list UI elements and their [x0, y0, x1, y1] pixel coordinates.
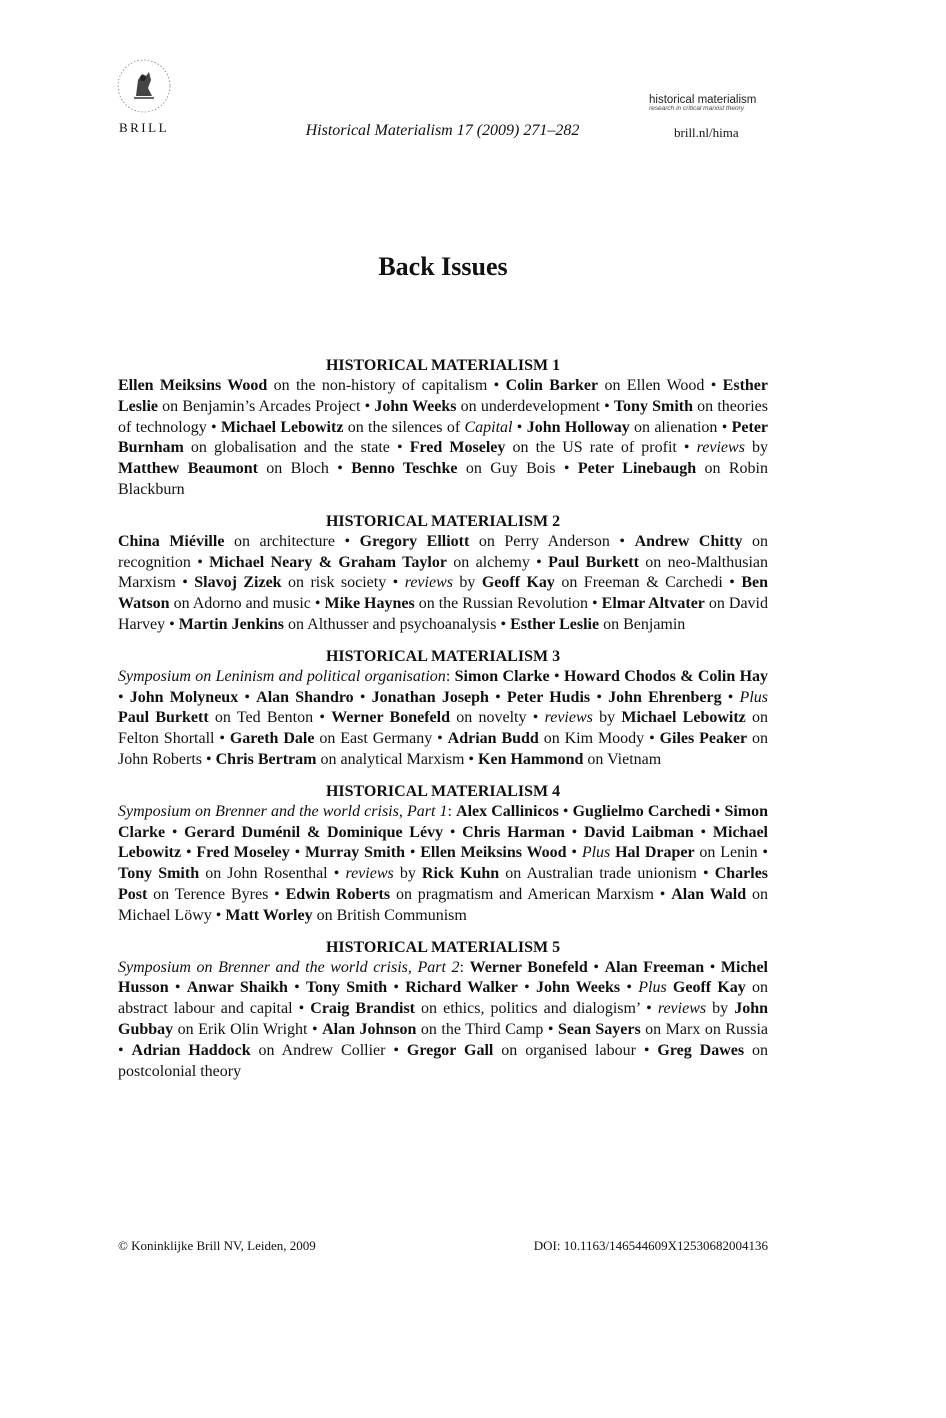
body-text: on the Third Camp • [416, 1020, 558, 1038]
body-text: by [393, 865, 422, 883]
issue-section [118, 938, 768, 1083]
body-text: on Guy Bois • [457, 460, 578, 478]
issue-heading: HISTORICAL MATERIALISM 2 [325, 512, 561, 530]
doi: DOI: 10.1163/146544609X12530682004136 [533, 1238, 768, 1253]
body-text: on underdevelopment • [456, 397, 614, 415]
body-text: • [710, 802, 725, 820]
body-text: on Benjamin’s Arcades Project • [158, 397, 375, 415]
author-name: Anwar Shaikh [186, 979, 288, 997]
author-name: Gregor Gall [406, 1041, 494, 1059]
author-name: Adrian Budd [447, 730, 539, 748]
author-name: Alan Freeman [604, 958, 705, 976]
body-text: on architecture • [224, 532, 360, 550]
author-name: Alex Callinicos [456, 802, 559, 820]
body-text: • [587, 958, 605, 976]
author-name: Werner Bonefeld [331, 709, 451, 727]
body-text: on Terence Byres • [147, 885, 286, 903]
journal-citation: Historical Materialism 17 (2009) 271–282 [305, 122, 580, 139]
italic-text: Symposium on Leninism and political organisation [118, 667, 446, 685]
body-text: : [459, 958, 470, 976]
copyright: © Koninklijke Brill NV, Leiden, 2009 [118, 1238, 316, 1253]
body-text: on Marx on Russia • [118, 1020, 768, 1059]
author-name: Craig Brandist [310, 1000, 415, 1018]
body-text: on East Germany • [314, 730, 448, 748]
body-text: • [693, 823, 713, 841]
publisher-name: BRILL [118, 120, 170, 135]
italic-text: reviews [696, 439, 745, 457]
body-text: • [558, 802, 573, 820]
author-name: Tony Smith [613, 397, 694, 415]
body-text: • [564, 823, 584, 841]
body-text: on Ted Benton • [208, 709, 332, 727]
issue-heading: HISTORICAL MATERIALISM 3 [325, 647, 561, 665]
author-name: Colin Barker [505, 377, 599, 394]
body-text: • [549, 667, 564, 685]
author-name: Guglielmo Carchedi [572, 802, 711, 820]
author-name: Martin Jenkins [178, 615, 285, 633]
author-name: Giles Peaker [659, 730, 748, 748]
body-text: on Vietnam [583, 750, 662, 768]
body-text: on Michael Löwy • [118, 885, 768, 924]
body-text: on organised labour • [493, 1041, 658, 1059]
author-name: Esther Leslie [118, 377, 768, 415]
author-name: Gregory Elliott [359, 532, 470, 550]
issue-section [118, 512, 768, 636]
page-title: Back Issues [378, 252, 508, 281]
body-text: : [445, 667, 455, 685]
author-name: Matthew Beaumont [118, 460, 258, 478]
body-text: on Robin Blackburn [118, 460, 768, 498]
author-name: Tony Smith [305, 979, 388, 997]
journal-url[interactable]: brill.nl/hima [674, 125, 739, 140]
body-text: • [704, 958, 721, 976]
issues-list [118, 356, 768, 1093]
body-text: on Althusser and psychoanalysis • [284, 615, 511, 633]
body-text: • [566, 844, 582, 862]
issue-heading: HISTORICAL MATERIALISM 4 [325, 782, 561, 800]
body-text: on Bloch • [257, 460, 352, 478]
body-text: • [165, 823, 185, 841]
body-text: on pragmatism and American Marxism • [390, 885, 672, 903]
body-text: by [592, 709, 622, 727]
italic-text: Plus [638, 979, 667, 997]
body-text: on globalisation and the state • [183, 439, 410, 457]
italic-text: reviews [345, 865, 394, 883]
author-name: Matt Worley [225, 906, 313, 924]
author-name: Paul Burkett [118, 709, 209, 727]
body-text: on Felton Shortall • [118, 709, 769, 748]
author-name: Michael Neary & Graham Taylor [209, 553, 447, 571]
author-name: Alan Wald [671, 885, 747, 903]
body-text: • [118, 688, 130, 706]
author-name: Alan Shandro [256, 688, 354, 706]
author-name: Fred Moseley [409, 439, 506, 457]
body-text: by [452, 574, 482, 592]
author-name: Paul Burkett [548, 553, 639, 571]
author-name: China Miéville [118, 532, 225, 550]
body-text: on Ellen Wood • [598, 377, 723, 394]
body-text: on recognition • [118, 532, 768, 571]
issue-section [118, 647, 768, 771]
body-text: on analytical Marxism • [316, 750, 479, 768]
author-name: Charles Post [118, 865, 769, 903]
author-name: Chris Harman [462, 823, 565, 841]
author-name: John Ehrenberg [608, 688, 722, 706]
journal-logo-title: historical materialism [649, 94, 757, 106]
body-text: on the US rate of profit • [505, 439, 697, 457]
issue-heading: HISTORICAL MATERIALISM 5 [325, 938, 561, 956]
issue-contents [118, 532, 768, 636]
brill-emblem-icon [116, 58, 172, 114]
journal-logo-subtitle: research in critical marxist theory [649, 105, 744, 112]
author-name: Ellen Meiksins Wood [118, 377, 268, 394]
author-name: Michael Lebowitz [220, 418, 344, 436]
body-text: on postcolonial theory [118, 1041, 769, 1080]
author-name: Alan Johnson [322, 1020, 417, 1038]
body-text: on Adorno and music • [169, 595, 325, 613]
body-text: on British Communism [312, 906, 467, 924]
journal-logo [649, 94, 756, 112]
body-text: : [447, 802, 457, 820]
body-text: • [287, 979, 306, 997]
author-name: Greg Dawes [657, 1041, 745, 1059]
body-text: • [181, 844, 197, 862]
author-name: Peter Hudis [506, 688, 591, 706]
author-name: John Gubbay [118, 1000, 769, 1038]
author-name: John Holloway [526, 418, 630, 436]
body-text: on risk society • [281, 574, 405, 592]
body-text: on the Russian Revolution • [414, 595, 602, 613]
body-text: • [590, 688, 609, 706]
body-text: on theories of technology • [118, 397, 769, 436]
author-name: Gerard Duménil & Dominique Lévy [184, 823, 444, 841]
author-name: Richard Walker [405, 979, 518, 997]
body-text: on alchemy • [446, 553, 549, 571]
author-name: Elmar Altvater [601, 595, 705, 613]
author-name: Michel Husson [118, 958, 768, 997]
body-text: • [443, 823, 463, 841]
italic-text: reviews [657, 1000, 707, 1018]
author-name: Andrew Chitty [634, 532, 743, 550]
body-text: on Benjamin [599, 615, 686, 633]
body-text: • [289, 844, 306, 862]
body-text: by [744, 439, 769, 457]
body-text: on David Harvey • [118, 595, 768, 633]
author-name: Tony Smith [118, 865, 200, 883]
body-text: • [488, 688, 507, 706]
issue-section [118, 356, 768, 501]
author-name: Geoff Kay [481, 574, 555, 592]
author-name: Ellen Meiksins Wood [420, 844, 567, 862]
body-text: on Kim Moody • [538, 730, 660, 748]
author-name: Ken Hammond [478, 750, 584, 768]
author-name: Sean Sayers [557, 1020, 641, 1038]
issue-contents [118, 802, 768, 927]
body-text: • [620, 979, 639, 997]
italic-text: reviews [544, 709, 593, 727]
author-name: Peter Burnham [118, 418, 769, 457]
author-name: Esther Leslie [510, 615, 600, 633]
author-name: Edwin Roberts [285, 885, 391, 903]
author-name: Fred Moseley [196, 844, 290, 862]
body-text: on Freeman & Carchedi • [554, 574, 742, 592]
body-text: on Perry Anderson • [469, 532, 635, 550]
body-text: on John Rosenthal • [199, 865, 346, 883]
author-name: John Weeks [374, 397, 457, 415]
body-text: on Erik Olin Wright • [173, 1020, 323, 1038]
italic-text: Symposium on Brenner and the world crisis, Part 1 [118, 802, 448, 820]
author-name: Simon Clarke [118, 802, 769, 841]
author-name: John Weeks [535, 979, 621, 997]
author-name: Michael Lebowitz [118, 823, 768, 862]
italic-text: Capital [464, 418, 513, 436]
author-name: Rick Kuhn [421, 865, 500, 883]
author-name: Howard Chodos & Colin Hay [563, 667, 769, 685]
body-text: on Lenin • [694, 844, 769, 862]
author-name: Slavoj Zizek [194, 574, 282, 592]
author-name: Mike Haynes [324, 595, 415, 613]
issue-contents [118, 376, 768, 501]
body-text: on ethics, politics and dialogism’ • [415, 1000, 658, 1018]
issue-contents [118, 667, 768, 771]
body-text: • [238, 688, 257, 706]
author-name: Peter Linebaugh [577, 460, 697, 478]
body-text: on alienation • [629, 418, 732, 436]
body-text: • [404, 844, 421, 862]
author-name: Gareth Dale [229, 730, 315, 748]
body-text: • [512, 418, 527, 436]
author-name: Chris Bertram [215, 750, 317, 768]
body-text: on Australian trade unionism • [499, 865, 715, 883]
author-name: Hal Draper [615, 844, 695, 862]
body-text: on novelty • [450, 709, 545, 727]
author-name: Ben Watson [118, 574, 769, 613]
author-name: Michael Lebowitz [621, 709, 746, 727]
italic-text: Symposium on Brenner and the world crisis, Part 2 [118, 958, 460, 976]
italic-text: Plus [581, 844, 611, 862]
body-text: by [706, 1000, 735, 1018]
body-text: • [387, 979, 406, 997]
issue-contents [118, 958, 768, 1083]
author-name: Geoff Kay [672, 979, 746, 997]
body-text: • [517, 979, 536, 997]
body-text: • [168, 979, 187, 997]
issue-section [118, 782, 768, 927]
body-text: on Andrew Collier • [250, 1041, 407, 1059]
italic-text: reviews [404, 574, 453, 592]
author-name: Benno Teschke [351, 460, 458, 478]
body-text: on John Roberts • [118, 730, 769, 768]
issue-heading: HISTORICAL MATERIALISM 1 [325, 357, 561, 374]
author-name: Simon Clarke [454, 667, 550, 685]
body-text: on the silences of [343, 418, 465, 436]
author-name: David Laibman [583, 823, 694, 841]
body-text: on the non-history of capitalism • [267, 377, 506, 394]
body-text: • [353, 688, 372, 706]
author-name: Murray Smith [305, 844, 405, 862]
author-name: Adrian Haddock [131, 1041, 251, 1059]
body-text: • [721, 688, 740, 706]
italic-text: Plus [739, 688, 768, 706]
body-text: on neo-Malthusian Marxism • [118, 553, 769, 592]
author-name: Jonathan Joseph [371, 688, 489, 706]
author-name: John Molyneux [129, 688, 239, 706]
author-name: Werner Bonefeld [469, 958, 588, 976]
body-text: on abstract labour and capital • [118, 979, 769, 1018]
